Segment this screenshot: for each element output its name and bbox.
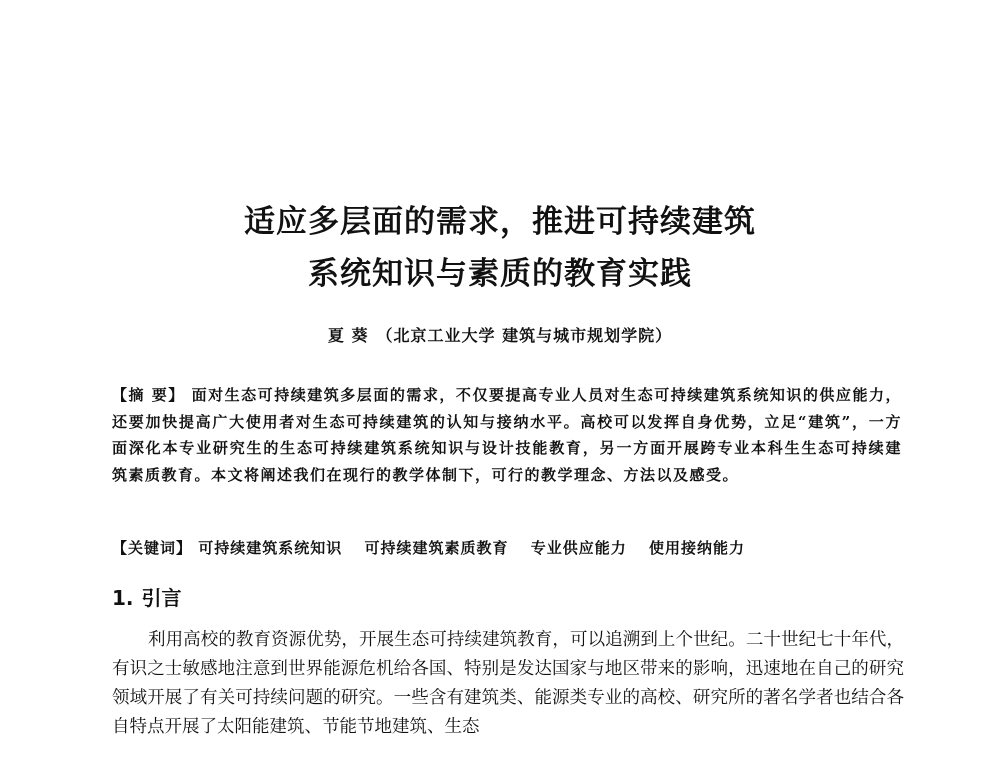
keyword: 可持续建筑系统知识 — [198, 539, 343, 557]
keyword: 专业供应能力 — [530, 539, 627, 557]
abstract-label: 【摘 要】 — [112, 386, 185, 404]
author-name: 夏 葵 — [327, 326, 369, 345]
author-affiliation: （北京工业大学 建筑与城市规划学院） — [376, 326, 673, 345]
keywords — [112, 537, 902, 558]
abstract — [112, 382, 902, 488]
keywords-label: 【关键词】 — [112, 539, 193, 557]
abstract-text: 面对生态可持续建筑多层面的需求，不仅要提高专业人员对生态可持续建筑系统知识的供应能力，还要加快提高广大使用者对生态可持续建筑的认知与接纳水平。高校可以发挥自身优势，立足“建筑”，一方面深化本专业研究生的生态可持续建筑系统知识与设计技能教育，另一方面开展跨专业本科生生态可持续建筑素质教育。本文将阐述我们在现行的教学体制下，可行的教学理念、方法以及感受。 — [112, 386, 902, 484]
author-line — [0, 323, 1000, 346]
section-heading — [112, 582, 182, 611]
keyword: 使用接纳能力 — [649, 539, 746, 557]
keyword: 可持续建筑素质教育 — [364, 539, 509, 557]
body-paragraph: 利用高校的教育资源优势，开展生态可持续建筑教育，可以追溯到上个世纪。二十世纪七十年代，有识之士敏感地注意到世界能源危机给各国、特别是发达国家与地区带来的影响，迅速地在自己的研究领域开展了有关可持续问题的研究。一些含有建筑类、能源类专业的高校、研究所的著名学者也结合各自特点开展了太阳能建筑、节能节地建筑、生态 — [112, 630, 904, 737]
section-number: 1. — [112, 586, 134, 610]
section-title: 引言 — [141, 586, 182, 610]
paper-title-line-2: 系统知识与素质的教育实践 — [308, 256, 692, 292]
paper-title-line-1: 适应多层面的需求，推进可持续建筑 — [244, 204, 756, 240]
